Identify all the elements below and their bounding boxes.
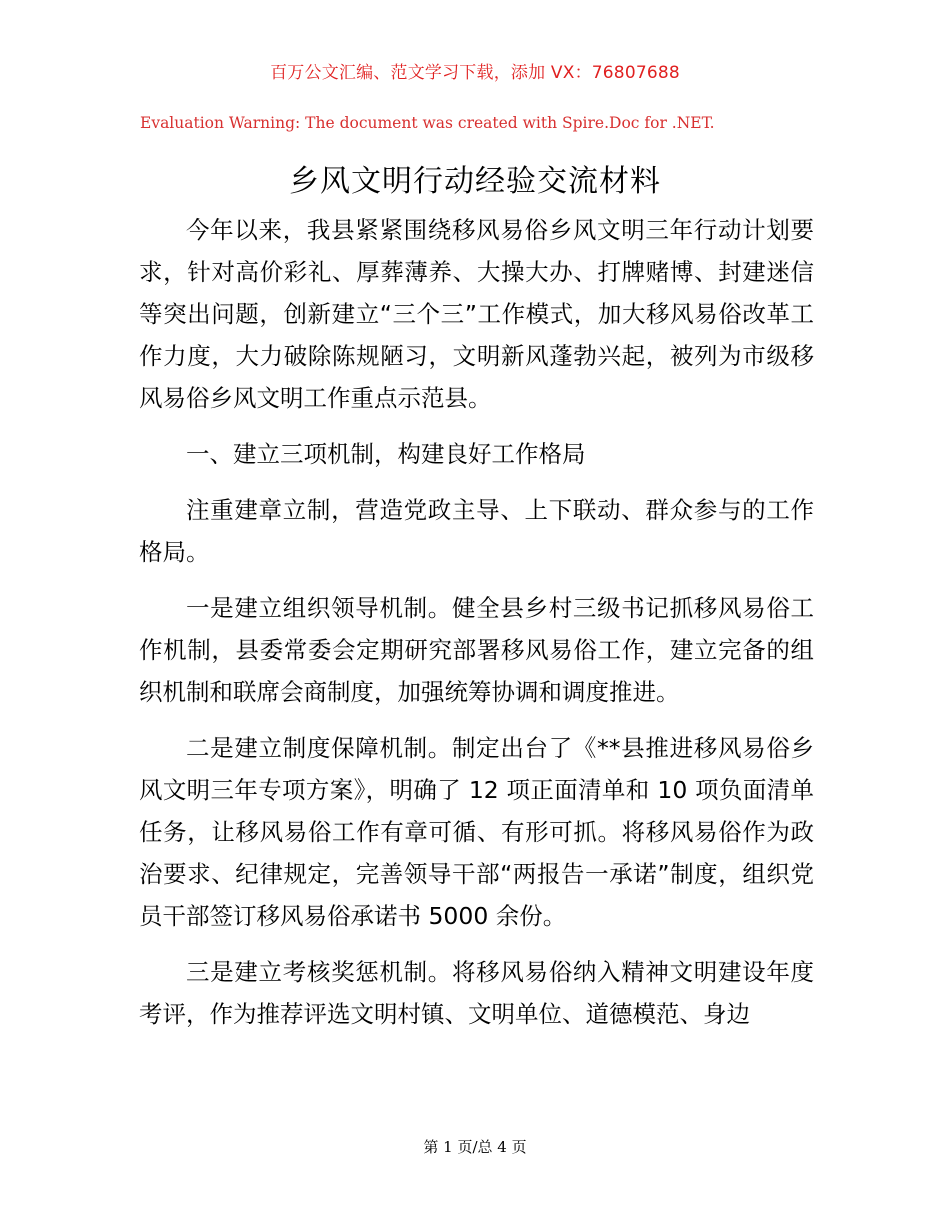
paragraph-section-1-intro: 注重建章立制，营造党政主导、上下联动、群众参与的工作格局。 xyxy=(139,496,814,566)
header-ad-text: 百万公文汇编、范文学习下载，添加 VX：76807688 xyxy=(270,63,680,83)
document-body xyxy=(139,209,814,1049)
document-title: 乡风文明行动经验交流材料 xyxy=(289,164,661,199)
evaluation-warning: Evaluation Warning: The document was created with Spire.Doc for .NET. xyxy=(140,114,715,132)
paragraph-mechanism-2: 二是建立制度保障机制。制定出台了《**县推进移风易俗乡风文明三年专项方案》，明确了 12 项正面清单和 10 项负面清单任务，让移风易俗工作有章可循、有形可抓。将移风易俗作为政治要求、纪律规定，完善领导干部“两报告一承诺”制度，组织党员干部签订移风易俗承诺书 5000 余份。 xyxy=(139,734,814,930)
page-footer: 第 1 页/总 4 页 xyxy=(423,1138,527,1156)
paragraph-mechanism-3: 三是建立考核奖惩机制。将移风易俗纳入精神文明建设年度考评，作为推荐评选文明村镇、文明单位、道德模范、身边 xyxy=(139,958,814,1028)
paragraph-intro: 今年以来，我县紧紧围绕移风易俗乡风文明三年行动计划要求，针对高价彩礼、厚葬薄养、大操大办、打牌赌博、封建迷信等突出问题，创新建立“三个三”工作模式，加大移风易俗改革工作力度，大力破除陈规陋习，文明新风蓬勃兴起，被列为市级移风易俗乡风文明工作重点示范县。 xyxy=(139,216,814,412)
section-heading-1: 一、建立三项机制，构建良好工作格局 xyxy=(186,440,586,468)
paragraph-mechanism-1: 一是建立组织领导机制。健全县乡村三级书记抓移风易俗工作机制，县委常委会定期研究部署移风易俗工作，建立完备的组织机制和联席会商制度，加强统筹协调和调度推进。 xyxy=(139,594,814,706)
